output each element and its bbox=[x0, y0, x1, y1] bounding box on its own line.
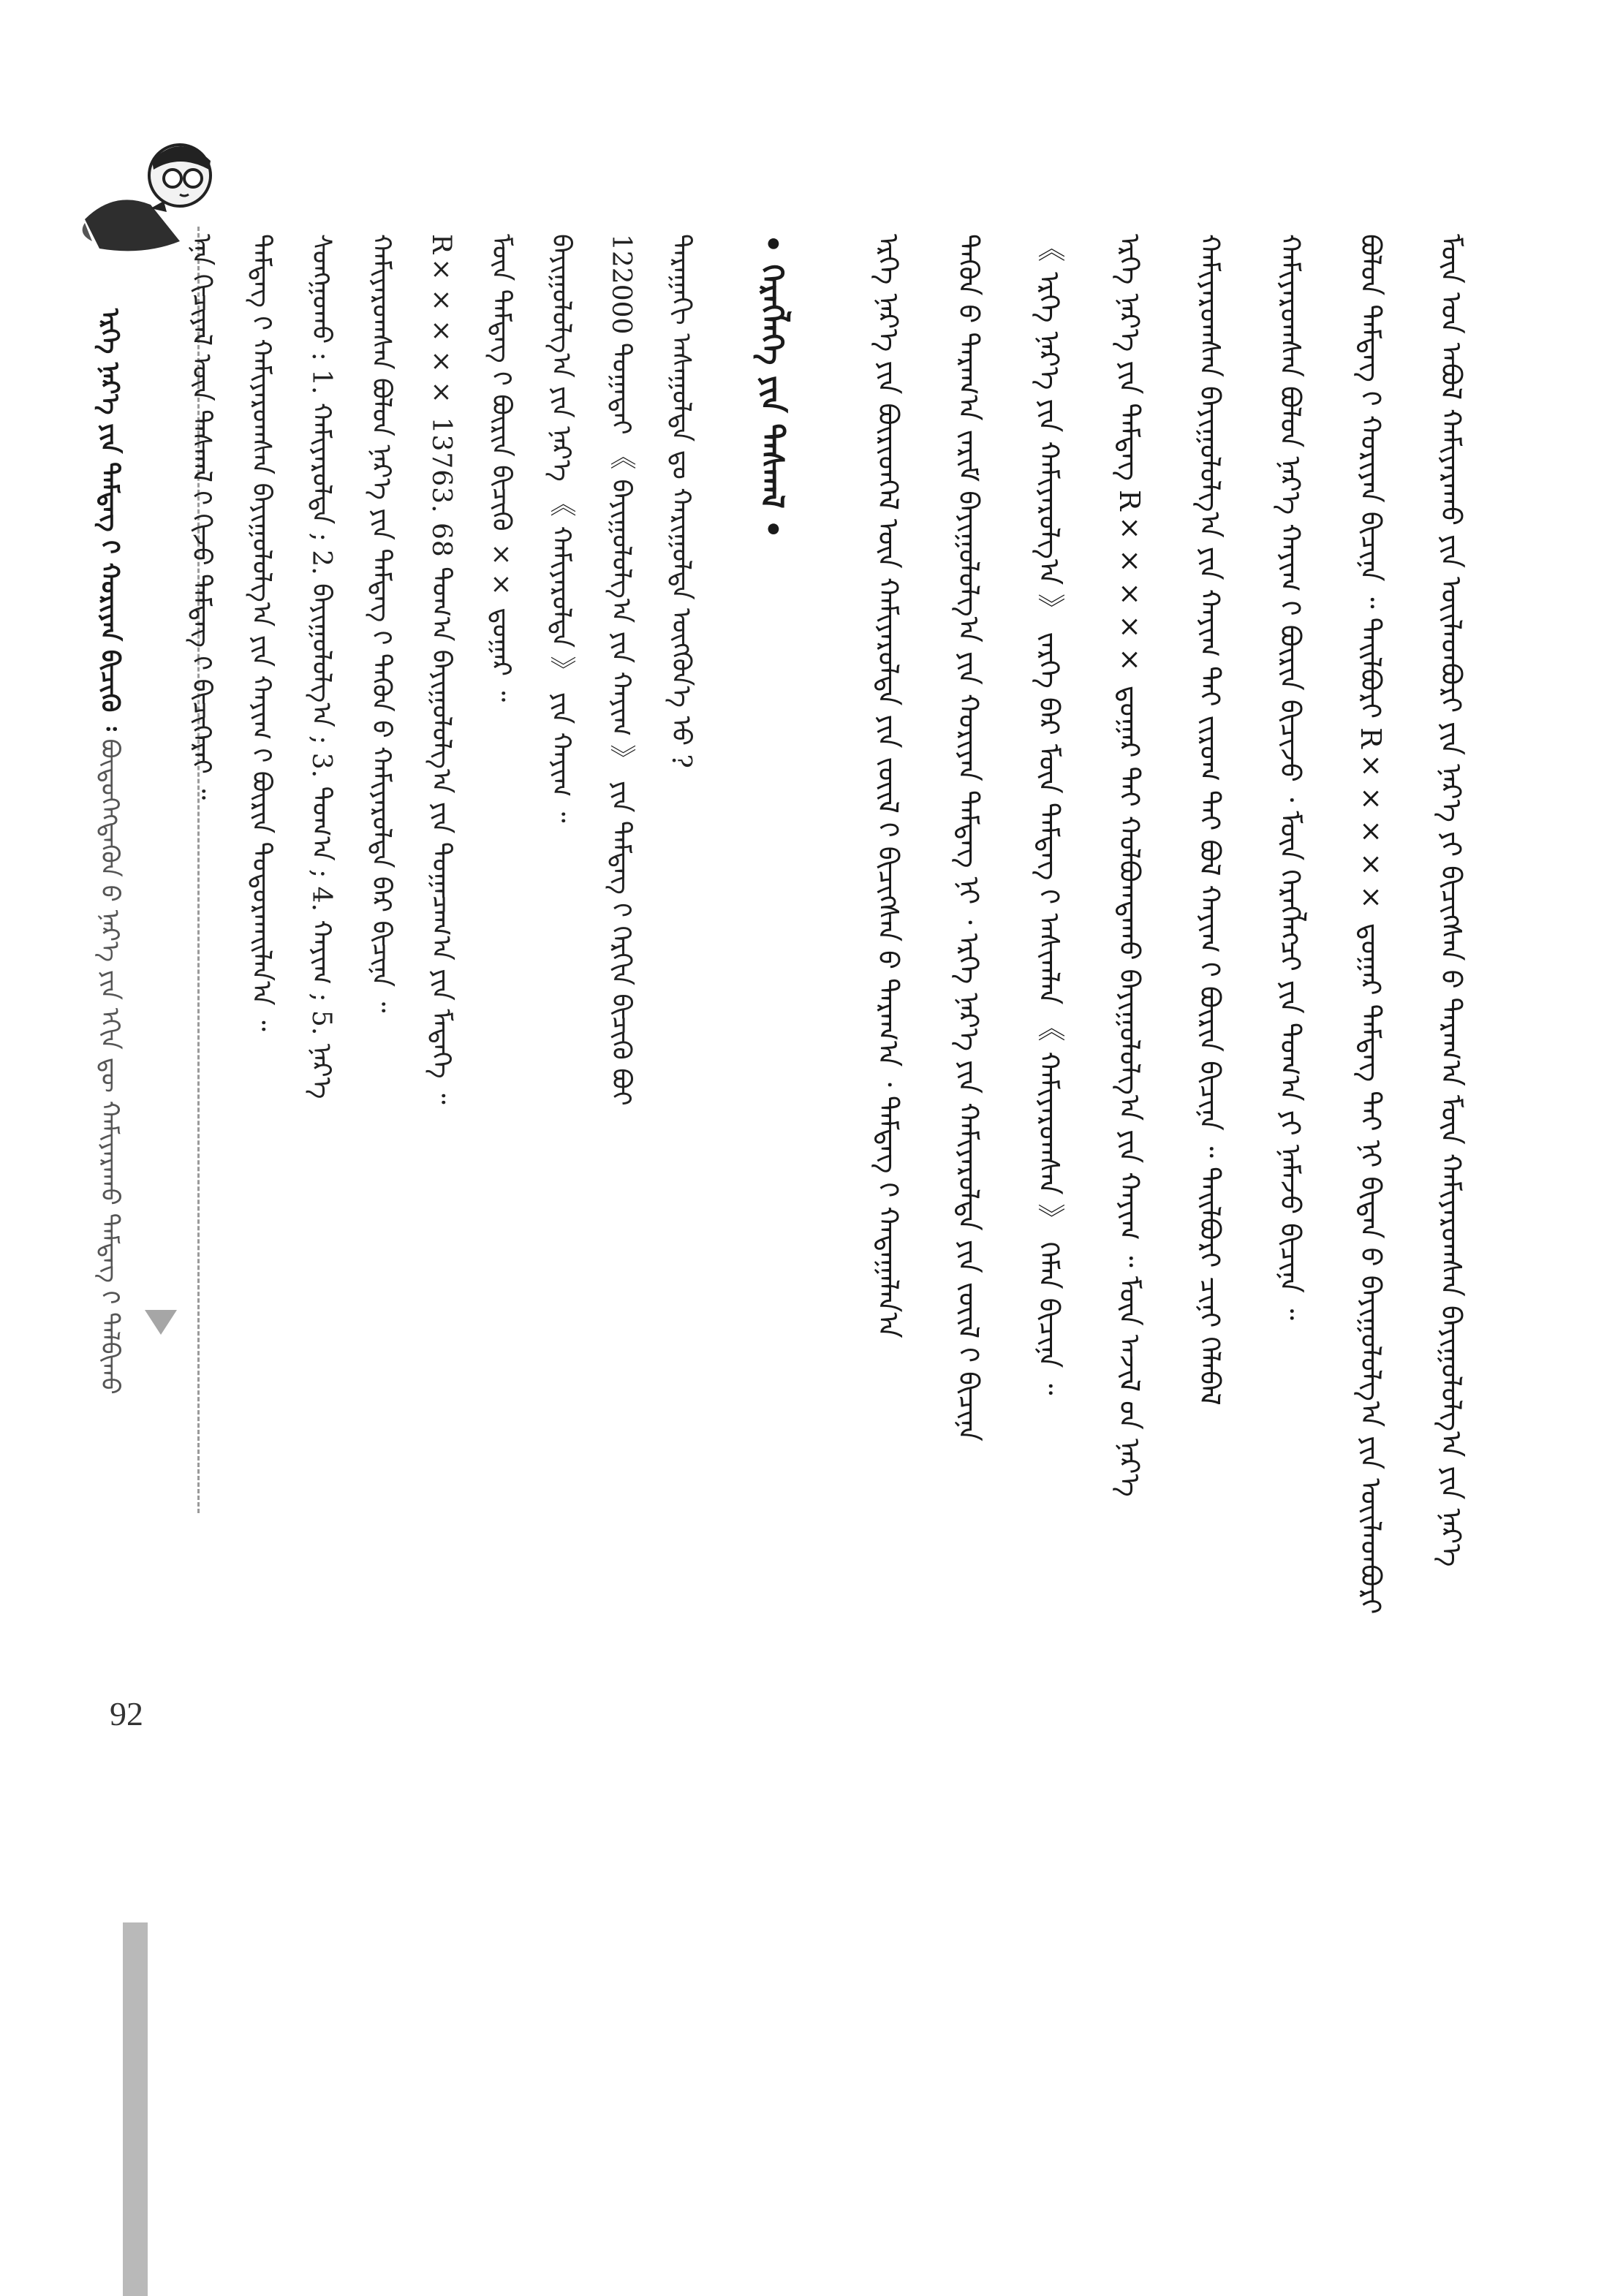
exercise-column-3: ᠪᠠᠶᠢᠭᠤᠯᠤᠯᠭ᠎ᠠ ᠶᠢᠨ ᠨᠡᠷ᠎ᠡ 《 ᠬᠠᠮᠢᠶᠠᠷᠤᠯᠲᠠ 》 ᠶᠢᠨ ᠬᠠᠶᠢᠭ ᠃ bbox=[546, 234, 576, 823]
paragraph-column-1: ᠮᠥᠨ ᠤᠨ ᠠᠪᠤᠯ ᠬᠠᠮᠢᠶᠠᠷᠠᠬᠤ ᠶᠢᠨ ᠦᠢᠯᠡᠳᠪᠦᠷᠢ ᠶᠢᠨ ᠨᠡᠷ᠎ᠡ ᠶᠢ ᠪᠢᠴᠢᠭᠰᠡᠨ ᠤ᠋ ᠳᠠᠷᠠᠭ᠎ᠠ ᠮᠥᠨ ᠬᠠᠮᠢᠶᠠᠷᠤᠭᠰᠠᠨ ᠪᠠᠶᠢᠭᠤᠯᠤᠯᠭ᠎ᠠ ᠶᠢᠨ ᠨᠡᠷ᠎ᠡ bbox=[1435, 234, 1467, 1567]
paragraph-column-4: ᠬᠠᠮᠢᠶᠠᠷᠤᠭᠰᠠᠨ ᠪᠠᠶᠢᠭᠤᠯᠤᠯᠭ᠎ᠠ ᠶᠢᠨ ᠬᠠᠶᠢᠭ ᠲᠠᠢ ᠵᠢᠷᠤᠭ ᠲᠡᠢ ᠪᠣᠯ ᠬᠠᠶᠢᠭ ᠢ᠋ ᠪᠦᠷᠢᠨ ᠪᠢᠴᠢᠨᠡ ᠃ ᠲᠠᠢᠯᠪᠤᠷᠢ ᠴᠢᠨᠢ ᠬᠡᠯᠡᠪᠡᠯ bbox=[1194, 234, 1226, 1406]
exercise-column-1: ᠳᠠᠷᠠᠭᠠᠬᠢ ᠠᠰᠠᠭᠤᠯᠲᠠ ᠳᠤ ᠬᠠᠷᠢᠭᠤᠯᠲᠠ ᠥᠭᠭᠦᠨ᠎ᠡ ᠡᠦ ? bbox=[666, 234, 696, 768]
section-heading: • ᠬᠡᠷᠡᠭᠯᠡᠭᠡ ᠶᠢᠨ ᠳᠠᠰᠬᠠᠯ • bbox=[754, 234, 790, 539]
paragraph-column-7: ᠲᠡᠭᠦᠨ ᠦ᠌ ᠳᠠᠷᠠᠭ᠎ᠠ ᠵᠠᠷᠢᠮ ᠪᠠᠶᠢᠭᠤᠯᠤᠯᠭ᠎ᠠ ᠶᠢᠨ ᠬᠣᠷᠢᠶᠠᠨ ᠲᠡᠮᠳᠡᠭ ᠨᠢ ᠂ ᠡᠷᠬᠡ ᠨᠡᠷ᠎ᠡ ᠶᠢᠨ ᠬᠠᠮᠢᠶᠠᠷᠤᠯᠲᠠ ᠶᠢᠨ ᠵᠦᠢᠯ ᠢ᠋ ᠪᠢᠴᠢᠨᠡ bbox=[953, 234, 985, 1441]
exercise-column-8: ᠲᠡᠮᠳᠡᠭ ᠢ᠋ ᠬᠠᠮᠢᠶᠠᠷᠤᠭᠰᠠᠨ ᠪᠠᠶᠢᠭᠤᠯᠤᠯᠭ᠎ᠠ ᠶᠢᠨ ᠬᠠᠶᠢᠭ ᠢ᠋ ᠪᠦᠷᠢᠨ ᠲᠣᠳᠤᠷᠬᠠᠢᠯᠠᠨ᠎ᠠ ᠃ bbox=[246, 234, 276, 1031]
triangle-marker-icon bbox=[145, 1310, 177, 1335]
page-number: 92 bbox=[110, 1695, 143, 1732]
exercise-column-7: ᠰᠣᠩᠭᠣᠬᠤ : 1. ᠬᠠᠮᠢᠶᠠᠷᠤᠯᠲᠠ ; 2. ᠪᠠᠶᠢᠭᠤᠯᠤᠯᠭ᠎ᠠ ; 3. ᠲᠣᠭ᠎ᠠ ; 4. ᠬᠠᠶᠢᠭ ; 5. ᠨᠡᠷ᠎ᠡ bbox=[306, 234, 336, 1099]
header-title: ᠡᠷᠬᠡ ᠨᠡᠷ᠎ᠡ ᠶᠢᠨ ᠲᠡᠮᠳᠡᠭ ᠢ᠋ ᠬᠤᠷᠢᠶᠠᠨ ᠪᠢᠴᠢᠬᠦ ᠄ bbox=[95, 308, 124, 731]
paragraph-column-2: ᠪᠣᠯᠤᠨ ᠲᠡᠮᠳᠡᠭ ᠢ᠋ ᠬᠤᠷᠢᠶᠠᠨ ᠪᠢᠴᠢᠨᠡ ᠃ ᠲᠠᠢᠯᠪᠤᠷᠢ R××××× ᠳ᠋ᠤᠭᠠᠷ ᠲᠡᠮᠳᠡᠭ ᠲᠡᠢ ᠨᠢ ᠪᠢᠳᠡᠨ ᠦ᠌ ᠪᠠᠶᠢᠭᠤᠯᠤᠯᠭ᠎ᠠ ᠶᠢᠨ ᠦᠢᠯᠡᠳᠪᠦᠷᠢ bbox=[1355, 234, 1387, 1615]
paragraph-column-8: ᠡᠷᠬᠡ ᠨᠡᠷ᠎ᠡ ᠶᠢᠨ ᠪᠦᠷᠢᠳᠬᠡᠯ ᠦ᠌ᠨ ᠬᠠᠮᠢᠶᠠᠷᠤᠯᠲᠠ ᠶᠢᠨ ᠵᠦᠢᠯ ᠢ᠋ ᠪᠢᠴᠢᠭᠰᠡᠨ ᠤ᠋ ᠳᠠᠷᠠᠭ᠎ᠠ ᠂ ᠲᠡᠮᠳᠡᠭ ᠢ᠋ ᠬᠠᠳᠠᠭᠠᠯᠠᠨ᠎ᠠ bbox=[872, 234, 904, 1338]
paragraph-column-5: ᠡᠷᠬᠡ ᠨᠡᠷ᠎ᠡ ᠶᠢᠨ ᠲᠡᠮᠳᠡᠭ R××××× ᠳ᠋ᠤᠭᠠᠷ ᠲᠡᠢ ᠬᠣᠯᠪᠣᠭᠳᠠᠬᠤ ᠪᠠᠶᠢᠭᠤᠯᠤᠯᠭ᠎ᠠ ᠶᠢᠨ ᠬᠠᠶᠢᠭ ᠃ ᠮᠥᠨ ᠠᠵᠢᠯ ᠤ᠋ᠨ ᠨᠡᠷ᠎ᠡ bbox=[1113, 234, 1146, 1497]
exercise-column-5: R××××× 13763. 68 ᠲᠣᠭ᠎ᠠ ᠪᠠᠶᠢᠭᠤᠯᠤᠯᠭ᠎ᠠ ᠶᠢᠨ ᠲᠣᠭᠠᠴᠠᠭ᠎ᠠ ᠶᠢᠨ ᠮᠡᠳᠡᠭᠡ ᠃ bbox=[426, 234, 456, 1105]
page-edge-bar bbox=[123, 1922, 148, 2296]
exercise-column-4: ᠮᠥᠨ ᠲᠡᠮᠳᠡᠭ ᠢ᠋ ᠪᠦᠷᠢᠨ ᠪᠢᠴᠢᠬᠦ ×× ᠳ᠋ᠤᠭᠠᠷ ᠃ bbox=[486, 234, 516, 702]
exercise-column-9: ᠡᠨᠡ ᠬᠢᠴᠢᠶᠡᠯ ᠦ᠌ᠨ ᠳᠠᠰᠬᠠᠯ ᠢ᠋ ᠬᠢᠵᠦ ᠲᠡᠮᠳᠡᠭ ᠢ᠋ ᠪᠢᠴᠢᠭᠡᠷᠡᠢ ᠃ bbox=[186, 234, 216, 800]
header-subtitle: ᠪᠦᠲᠦᠭᠡᠭᠳᠡᠬᠦᠨ ᠦ᠌ ᠨᠡᠷ᠎ᠡ ᠶᠢᠨ ᠡᠬᠢᠨ ᠳᠦ ᠬᠠᠮᠢᠶᠠᠷᠠᠬᠤ ᠲᠡᠮᠳᠡᠭ ᠢ᠋ ᠲᠠᠯᠪᠢᠬᠤ bbox=[95, 738, 124, 1395]
exercise-column-2: 122000 ᠲᠣᠭᠠᠲᠠᠢ 《 ᠪᠠᠶᠢᠭᠤᠯᠤᠯᠭ᠎ᠠ ᠶᠢᠨ ᠬᠠᠶᠢᠭ 》 ᠶᠢᠨ ᠲᠡᠮᠳᠡᠭ ᠢ᠋ ᠬᠡᠷᠬᠢᠨ ᠪᠢᠴᠢᠬᠦ ᠪᠤᠢ bbox=[606, 234, 636, 1106]
exercise-column-6: ᠬᠠᠮᠢᠶᠠᠷᠤᠭᠰᠠᠨ ᠪᠣᠯᠤᠨ ᠨᠡᠷ᠎ᠡ ᠶᠢᠨ ᠲᠡᠮᠳᠡᠭ ᠢ᠋ ᠲᠡᠭᠦᠨ ᠦ᠌ ᠬᠠᠮᠢᠶᠠᠷᠤᠯᠲᠠ ᠪᠠᠷ ᠪᠢᠴᠢᠨᠡ ᠃ bbox=[366, 234, 396, 1013]
paragraph-column-6: 《 ᠡᠷᠬᠡ ᠨᠡᠷ᠎ᠡ ᠶᠢᠨ ᠬᠠᠮᠢᠶᠠᠷᠤᠯᠭ᠎ᠠ 》 ᠵᠡᠷᠭᠡ ᠪᠠᠷ ᠮᠥᠨ ᠲᠡᠮᠳᠡᠭ ᠢ᠋ ᠠᠰᠢᠭᠯᠠᠨ 《 ᠬᠠᠮᠢᠶᠠᠷᠤᠭᠰᠠᠨ 》 ᠬᠡᠮᠡᠨ ᠪᠢᠴᠢᠨᠡ ᠃ bbox=[1033, 234, 1065, 1395]
running-header bbox=[88, 219, 132, 1484]
paragraph-column-3: ᠬᠠᠮᠢᠶᠠᠷᠤᠭᠰᠠᠨ ᠪᠣᠯᠤᠨ ᠨᠡᠷ᠎ᠡ ᠬᠠᠶᠢᠭ ᠢ᠋ ᠪᠦᠷᠢᠨ ᠪᠢᠴᠢᠵᠦ ᠂ ᠮᠥᠨ ᠬᠡᠷᠡᠭᠯᠡᠭᠴᠢ ᠶᠢᠨ ᠲᠣᠭ᠎ᠠ ᠶᠢ ᠨᠡᠮᠡᠵᠦ ᠪᠢᠴᠢᠨᠡ ᠃ bbox=[1274, 234, 1306, 1320]
